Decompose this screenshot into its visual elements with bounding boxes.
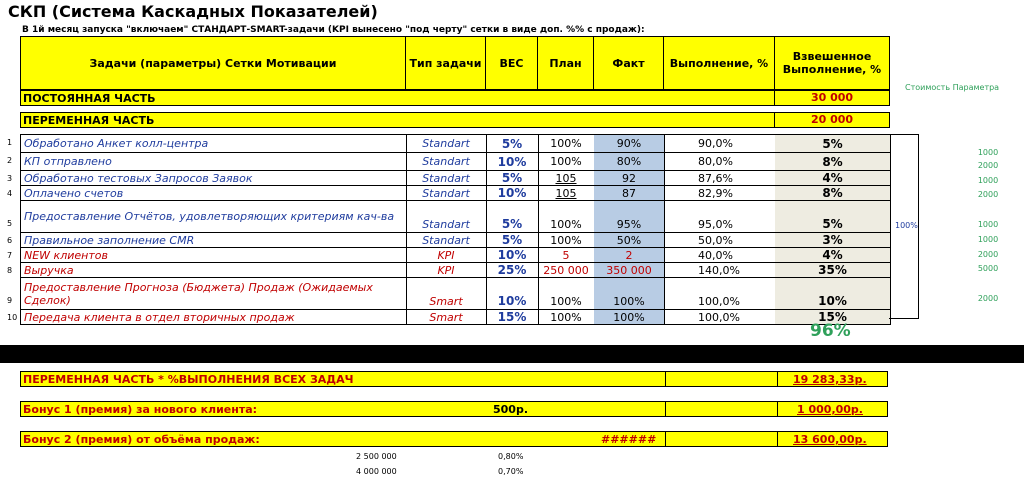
row-number: 1 <box>7 138 13 147</box>
cell-plan: 250 000 <box>538 263 595 277</box>
cell-w: 8% <box>775 153 891 170</box>
row-number: 3 <box>7 174 13 183</box>
cell-w: 4% <box>775 248 891 262</box>
cell-w: 5% <box>775 201 891 232</box>
cell-comp: 82,9% <box>664 186 776 200</box>
cost-value: 1000 <box>977 235 999 244</box>
cell-weight: 10% <box>486 153 539 170</box>
cell-comp: 95,0% <box>664 201 776 232</box>
table-row <box>7 233 891 248</box>
cell-task: NEW клиентов <box>21 248 407 262</box>
cost-label: Стоимость Параметра <box>905 83 1000 92</box>
cell-task: Выручка <box>21 263 407 277</box>
header-task: Задачи (параметры) Сетки Мотивации <box>20 36 406 90</box>
table-row <box>7 248 891 263</box>
cost-value: 1000 <box>977 148 999 157</box>
cell-fact: 80% <box>594 153 665 170</box>
cell-type: Smart <box>406 310 487 324</box>
variable-label: ПЕРЕМЕННАЯ ЧАСТЬ <box>23 114 155 127</box>
table-row <box>7 171 891 186</box>
header-plan: План <box>537 36 594 90</box>
header-fact: Факт <box>593 36 664 90</box>
row-number: 8 <box>7 266 13 275</box>
cell-fact: 100% <box>594 278 665 309</box>
threshold-amount-2: 4 000 000 <box>356 467 397 476</box>
constant-band <box>20 90 775 106</box>
cell-weight: 5% <box>486 233 539 247</box>
cell-weight: 10% <box>486 278 539 309</box>
cost-value: 5000 <box>977 264 999 273</box>
cell-type: Standart <box>406 186 487 200</box>
page-title: СКП (Система Каскадных Показателей) <box>8 2 378 21</box>
bonus2-band <box>20 431 888 447</box>
cell-comp: 40,0% <box>664 248 776 262</box>
cost-value: 2000 <box>977 190 999 199</box>
cell-task: Правильное заполнение CMR <box>21 233 407 247</box>
row-number: 6 <box>7 236 13 245</box>
variable-value: 20 000 <box>774 112 890 128</box>
threshold-amount-1: 2 500 000 <box>356 452 397 461</box>
header-completion: Выполнение, % <box>663 36 775 90</box>
table-row <box>7 201 891 233</box>
cell-comp: 100,0% <box>664 310 776 324</box>
constant-label: ПОСТОЯННАЯ ЧАСТЬ <box>23 92 156 105</box>
row-number: 5 <box>7 219 13 228</box>
cell-w: 8% <box>775 186 891 200</box>
bonus1-label: Бонус 1 (премия) за нового клиента: <box>23 403 258 416</box>
cell-plan: 100% <box>538 310 595 324</box>
threshold-pct-2: 0,70% <box>498 467 524 476</box>
cell-task: Передача клиента в отдел вторичных продаж <box>21 310 407 324</box>
cell-weight: 25% <box>486 263 539 277</box>
summary-variable-label: ПЕРЕМЕННАЯ ЧАСТЬ * %ВЫПОЛНЕНИЯ ВСЕХ ЗАДАЧ <box>23 373 354 386</box>
cell-weight: 15% <box>486 310 539 324</box>
row-number: 2 <box>7 156 13 165</box>
cell-w: 5% <box>775 135 891 152</box>
cell-w: 10% <box>775 278 891 309</box>
table-row <box>7 278 891 310</box>
cell-type: KPI <box>406 248 487 262</box>
cell-comp: 140,0% <box>664 263 776 277</box>
cell-task: Обработано тестовых Запросов Заявок <box>21 171 407 185</box>
cell-fact: 50% <box>594 233 665 247</box>
bonus2-label: Бонус 2 (премия) от объёма продаж: <box>23 433 260 446</box>
summary-variable-value: 19 283,33р. <box>793 373 867 386</box>
total-weight: 100% <box>895 221 918 230</box>
cell-weight: 10% <box>486 248 539 262</box>
cell-fact: 90% <box>594 135 665 152</box>
cell-type: KPI <box>406 263 487 277</box>
cell-task: КП отправлено <box>21 153 407 170</box>
table-row <box>7 186 891 201</box>
cost-value: 1000 <box>977 220 999 229</box>
cell-fact: 87 <box>594 186 665 200</box>
cell-type: Standart <box>406 153 487 170</box>
cell-weight: 10% <box>486 186 539 200</box>
row-number: 9 <box>7 296 13 305</box>
cell-fact: 350 000 <box>594 263 665 277</box>
bonus1-band <box>20 401 888 417</box>
cost-value: 2000 <box>977 250 999 259</box>
cell-task: Предоставление Прогноза (Бюджета) Продаж (Ожидаемых Сделок) <box>21 278 407 309</box>
cell-weight: 5% <box>486 201 539 232</box>
cell-comp: 50,0% <box>664 233 776 247</box>
cell-task: Предоставление Отчётов, удовлетворяющих критериям кач-ва <box>21 201 407 232</box>
cell-type: Standart <box>406 135 487 152</box>
table-row <box>7 153 891 171</box>
task-table <box>7 134 890 325</box>
row-number: 4 <box>7 189 13 198</box>
cell-w: 35% <box>775 263 891 277</box>
summary-variable-band <box>20 371 888 387</box>
total-weight-cell <box>889 134 919 319</box>
bonus1-mid: 500р. <box>493 403 529 416</box>
cell-w: 3% <box>775 233 891 247</box>
cell-plan: 100% <box>538 153 595 170</box>
bonus2-mid: ###### <box>601 433 657 446</box>
cell-plan: 100% <box>538 233 595 247</box>
table-row <box>7 310 891 325</box>
cost-value: 1000 <box>977 176 999 185</box>
variable-band <box>20 112 775 128</box>
cell-weight: 5% <box>486 135 539 152</box>
cell-comp: 87,6% <box>664 171 776 185</box>
divider-bar <box>0 345 1024 363</box>
cell-w: 15% <box>775 310 891 324</box>
header-weighted: Взвешенное Выполнение, % <box>774 36 890 90</box>
cell-plan: 100% <box>538 278 595 309</box>
cell-type: Standart <box>406 201 487 232</box>
row-number: 10 <box>7 313 18 322</box>
cell-plan: 105 <box>538 186 595 200</box>
table-row <box>7 135 891 153</box>
bonus1-value: 1 000,00р. <box>797 403 863 416</box>
bonus2-value: 13 600,00р. <box>793 433 867 446</box>
header-type: Тип задачи <box>405 36 486 90</box>
cell-type: Smart <box>406 278 487 309</box>
cell-plan: 100% <box>538 135 595 152</box>
cell-fact: 95% <box>594 201 665 232</box>
cell-comp: 100,0% <box>664 278 776 309</box>
cell-type: Standart <box>406 171 487 185</box>
header-weight: ВЕС <box>485 36 538 90</box>
cost-value: 2000 <box>977 161 999 170</box>
row-number: 7 <box>7 251 13 260</box>
total-result: 96% <box>810 321 851 341</box>
cell-fact: 92 <box>594 171 665 185</box>
cell-plan: 100% <box>538 201 595 232</box>
cell-type: Standart <box>406 233 487 247</box>
cell-fact: 100% <box>594 310 665 324</box>
page-subtitle: В 1й месяц запуска "включаем" СТАНДАРТ-SMART-задачи (KPI вынесено "под черту" сетки в виде доп. %% с продаж): <box>22 25 645 35</box>
cell-task: Обработано Анкет колл-центра <box>21 135 407 152</box>
constant-value: 30 000 <box>774 90 890 106</box>
cell-w: 4% <box>775 171 891 185</box>
cell-weight: 5% <box>486 171 539 185</box>
threshold-pct-1: 0,80% <box>498 452 524 461</box>
cell-comp: 80,0% <box>664 153 776 170</box>
cost-value: 2000 <box>977 294 999 303</box>
table-row <box>7 263 891 278</box>
cell-task: Оплачено счетов <box>21 186 407 200</box>
cell-plan: 5 <box>538 248 595 262</box>
cell-comp: 90,0% <box>664 135 776 152</box>
cell-plan: 105 <box>538 171 595 185</box>
cell-fact: 2 <box>594 248 665 262</box>
